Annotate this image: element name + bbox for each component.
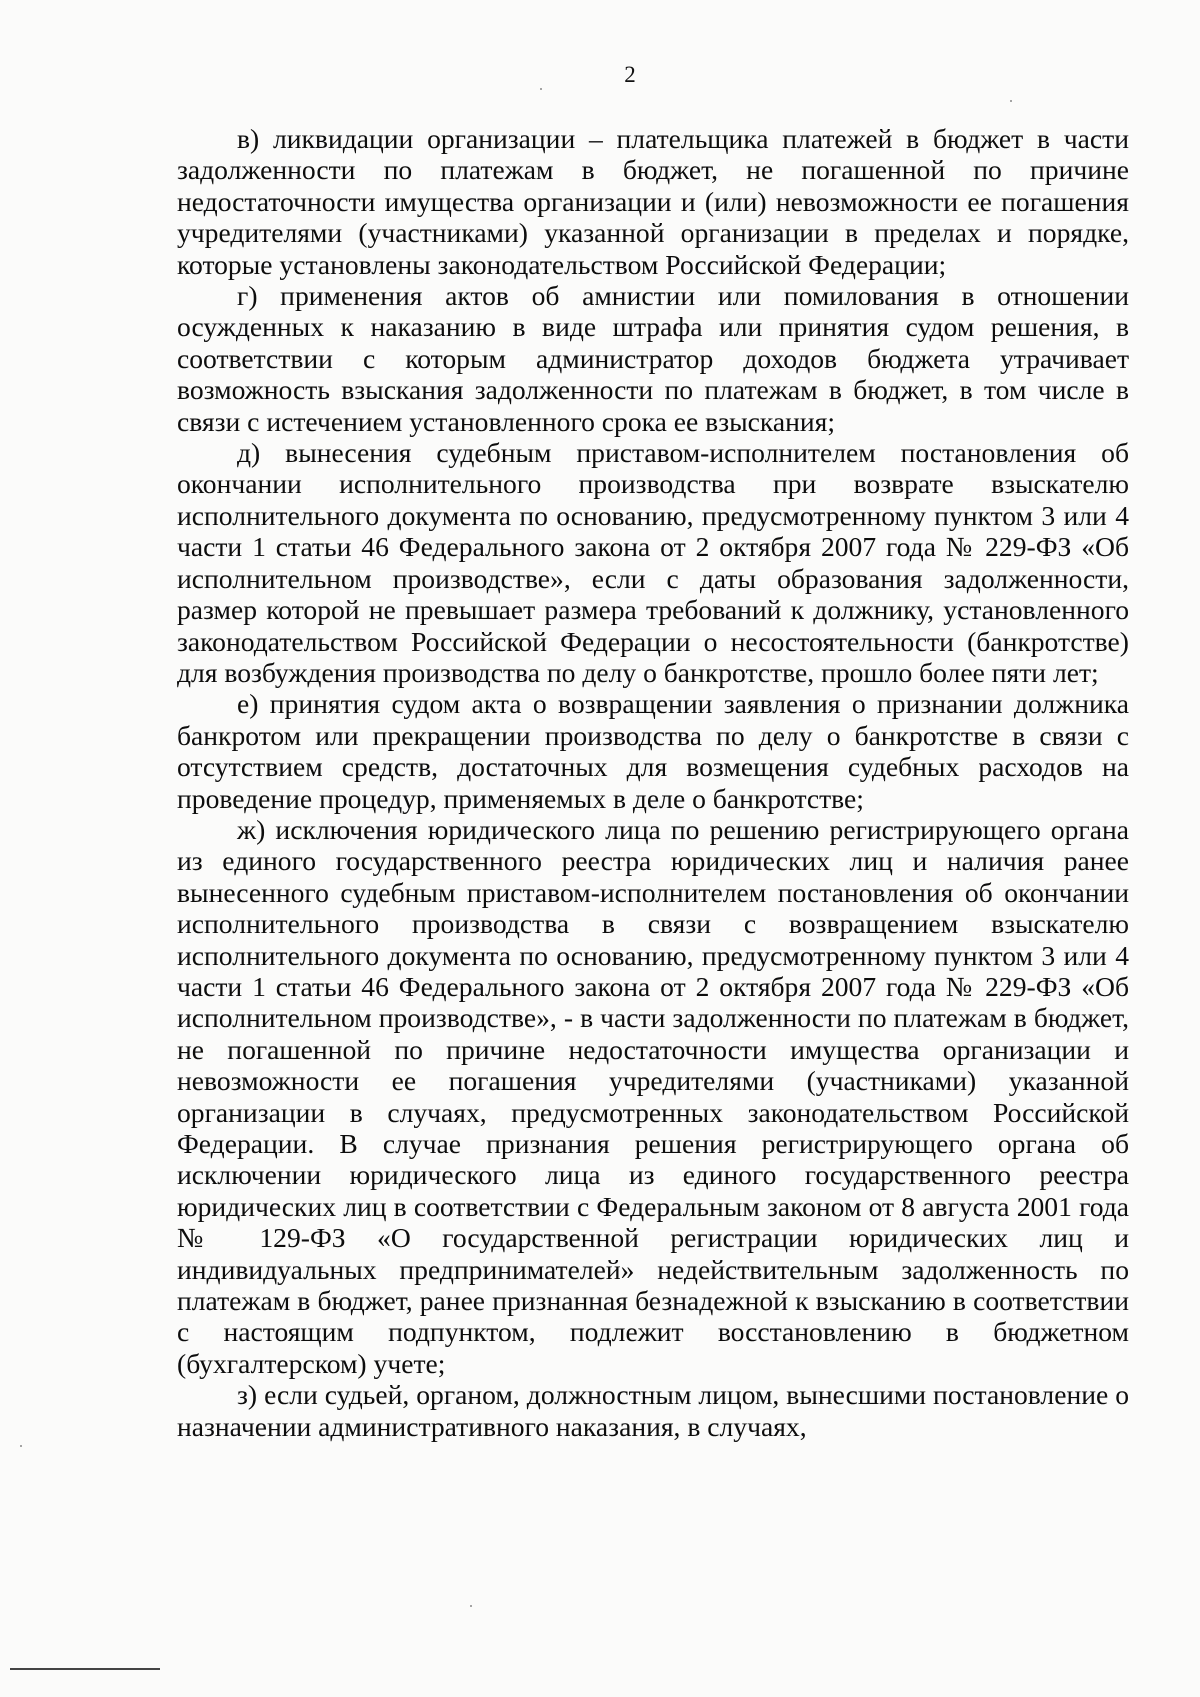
paragraph-d: д) вынесения судебным приставом-исполнителем постановления об окончании исполнительного производства при возврате взыскателю исполнительного документа по основанию, предусмотренному пунктом 3 или 4 части 1 статьи 46 Федерального закона от 2 октября 2007 года № 229-ФЗ «Об исполнительном производстве», если с даты образования задолженности, размер которой не превышает размера требований к должнику, установленного законодательством Российской Федерации о несостоятельности (банкротстве) для возбуждения производства по делу о банкротстве, прошло более пяти лет;: [177, 437, 1129, 688]
document-body: [177, 123, 1129, 1442]
scan-speck: [1010, 100, 1012, 102]
paragraph-v: в) ликвидации организации – плательщика платежей в бюджет в части задолженности по платежам в бюджет, не погашенной по причине недостаточности имущества организации и (или) невозможности ее погашения учредителями (участниками) указанной организации в пределах и порядке, которые установлены законодательством Российской Федерации;: [177, 123, 1129, 280]
paragraph-e: е) принятия судом акта о возвращении заявления о признании должника банкротом или прекращении производства по делу о банкротстве в связи с отсутствием средств, достаточных для возмещения судебных расходов на проведение процедур, применяемых в деле о банкротстве;: [177, 688, 1129, 814]
paragraph-g: г) применения актов об амнистии или помилования в отношении осужденных к наказанию в виде штрафа или принятия судом решения, в соответствии с которым администратор доходов бюджета утрачивает возможность взыскания задолженности по платежам в бюджет, в том числе в связи с истечением установленного срока ее взыскания;: [177, 280, 1129, 437]
scan-speck: [20, 1445, 22, 1447]
scan-speck: [540, 88, 542, 90]
paragraph-zh: ж) исключения юридического лица по решению регистрирующего органа из единого государственного реестра юридических лиц и наличия ранее вынесенного судебным приставом-исполнителем постановления об окончании исполнительного производства в связи с возвращением взыскателю исполнительного документа по основанию, предусмотренному пунктом 3 или 4 части 1 статьи 46 Федерального закона от 2 октября 2007 года № 229-ФЗ «Об исполнительном производстве», - в части задолженности по платежам в бюджет, не погашенной по причине недостаточности имущества организации и невозможности ее погашения учредителями (участниками) указанной организации в случаях, предусмотренных законодательством Российской Федерации. В случае признания решения регистрирующего органа об исключении юридического лица из единого государственного реестра юридических лиц в соответствии с Федеральным законом от 8 августа 2001 года № 129-ФЗ «О государственной регистрации юридических лиц и индивидуальных предпринимателей» недействительным задолженность по платежам в бюджет, ранее признанная безнадежной к взысканию в соответствии с настоящим подпунктом, подлежит восстановлению в бюджетном (бухгалтерском) учете;: [177, 813, 1129, 1379]
page-number: 2: [624, 62, 636, 87]
paragraph-z: з) если судьей, органом, должностным лицом, вынесшими постановление о назначении административного наказания, в случаях,: [177, 1379, 1129, 1442]
scan-artifact-line: [10, 1668, 160, 1670]
scan-speck: [470, 1605, 472, 1607]
